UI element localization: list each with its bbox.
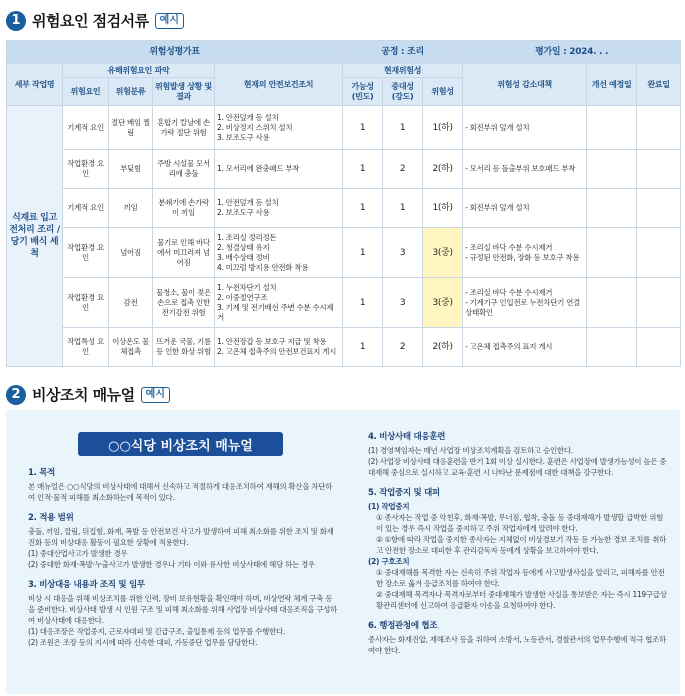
table-row — [7, 228, 681, 278]
manual-section-scope — [28, 513, 338, 570]
header-result: 위험발생 상황 및 결과 — [153, 78, 215, 106]
evacuation-heading: 5. 작업중지 및 대피 — [368, 488, 440, 498]
cell-measure: - 회전부위 덮개 설치 — [463, 106, 587, 150]
section2-number: 2 — [6, 385, 26, 405]
cell-current: 1. 안전덮개 등 설치 2. 보조도구 사용 — [215, 189, 343, 228]
cell-freq: 1 — [343, 228, 383, 278]
cell-risk: 1(하) — [423, 189, 463, 228]
cell-result: 분쇄기에 손가락이 끼임 — [153, 189, 215, 228]
cell-plan — [587, 228, 637, 278]
cell-done — [637, 328, 681, 367]
cell-risk: 3(중) — [423, 228, 463, 278]
cell-done — [637, 150, 681, 189]
cell-current: 1. 안전덮개 등 설치 2. 비상정지 스위치 설치 3. 보조도구 사용 — [215, 106, 343, 150]
header-risk-group: 현재위험성 — [343, 64, 463, 78]
section1-number: 1 — [6, 11, 26, 31]
work-stop-item: ① 종사자는 작업 중 악천후, 화재·폭발, 무너짐, 협착, 충돌 등 중대재해가 발생할 급박한 위험이 있는 경우 즉시 작업을 중지하고 주위 작업자에게 알려야 한다. — [376, 513, 664, 533]
cell-freq: 1 — [343, 189, 383, 228]
manual-section-purpose — [28, 468, 338, 503]
training-item: (1) 경영책임자는 매년 사업장 비상조치계획을 검토하고 승인한다. — [368, 446, 573, 455]
rescue-item: ② 중대재해 목격자나 목격자로부터 중대재해가 발생한 사실을 통보받은 자는 즉시 119구급상황관리센터에 신고하여 응급환자 이송을 요청하여야 한다. — [376, 590, 667, 610]
cell-freq: 1 — [343, 106, 383, 150]
purpose-text: 본 매뉴얼은 ○○식당의 비상사태에 대해서 신속하고 적절하게 대응조치하여 재해의 확산을 차단하여 인적·물적 피해를 최소화하는데 목적이 있다. — [28, 482, 333, 502]
manual-section-cooperation — [368, 621, 668, 656]
organization-item: (2) 조원은 조장 등의 지시에 따라 신속한 대피, 가동중단 업무를 담당한다. — [28, 638, 258, 647]
cell-class: 끼임 — [109, 189, 153, 228]
cell-plan — [587, 328, 637, 367]
scope-heading: 2. 적용 범위 — [28, 513, 74, 523]
cell-current: 1. 안전장갑 등 보호구 지급 및 착용 2. 고온체 접촉주의 안전보건표지 게시 — [215, 328, 343, 367]
section1-example-badge: 예시 — [155, 13, 184, 29]
cell-sev: 1 — [383, 189, 423, 228]
cell-risk: 1(하) — [423, 106, 463, 150]
table-process: 공정 : 조리 — [343, 41, 463, 64]
header-done: 완료일 — [637, 64, 681, 106]
cooperation-text: 종사자는 화재진압, 재해조사 등을 위하여 소방서, 노동관서, 경찰관서의 업무수행에 적극 협조하여야 한다. — [368, 635, 666, 655]
cell-sev: 2 — [383, 328, 423, 367]
cell-class: 감전 — [109, 278, 153, 328]
cell-class: 절단 베임 찔림 — [109, 106, 153, 150]
cell-result: 주방 시설물 모서리에 충돌 — [153, 150, 215, 189]
cell-plan — [587, 189, 637, 228]
cell-freq: 1 — [343, 150, 383, 189]
manual-section-evacuation — [368, 488, 668, 611]
manual-right-column — [368, 432, 668, 666]
scope-item: (1) 중대산업사고가 발생한 경우 — [28, 549, 128, 558]
cell-risk: 3(중) — [423, 278, 463, 328]
cell-class: 부딪힘 — [109, 150, 153, 189]
header-risk: 위험성 — [423, 78, 463, 106]
cell-freq: 1 — [343, 328, 383, 367]
table-date: 평가일 : 2024. . . — [463, 41, 681, 64]
header-current: 현재의 안전보건조치 — [215, 64, 343, 106]
cell-plan — [587, 278, 637, 328]
cell-sev: 3 — [383, 228, 423, 278]
rescue-item: ① 중대재해를 목격한 자는 신속히 주위 작업자 등에게 사고발생사실을 알리고, 피해자를 안전한 장소로 옮겨 응급조치를 하여야 한다. — [376, 568, 665, 588]
section2-example-badge: 예시 — [141, 387, 170, 403]
cell-measure: - 회전부위 덮개 설치 — [463, 189, 587, 228]
organization-item: (1) 대응조장은 작업중지, 근로자대피 및 긴급구조, 출입통제 등의 업무를 수행한다. — [28, 627, 285, 636]
cell-result: 뜨거운 국물, 기름 등 인한 화상 위험 — [153, 328, 215, 367]
cell-factor: 작업환경 요인 — [63, 150, 109, 189]
cell-done — [637, 278, 681, 328]
manual-section-organization — [28, 580, 338, 648]
cell-done — [637, 189, 681, 228]
cell-sev: 2 — [383, 150, 423, 189]
work-stop-item: ② ①항에 따라 작업을 중지한 종사자는 지체없이 비상경보기 작동 등 가능한 경보 조치를 취하고 안전한 장소로 대피한 후 관리감독자 등에게 상황을 보고하여야 한다. — [376, 535, 666, 555]
header-freq: 가능성 (빈도) — [343, 78, 383, 106]
section1-title: 위험요인 점검서류 — [32, 12, 149, 30]
manual-left-column — [28, 468, 338, 658]
table-row — [7, 328, 681, 367]
manual-title: ○○식당 비상조치 매뉴얼 — [78, 432, 283, 456]
cell-factor: 작업환경 요인 — [63, 278, 109, 328]
table-row — [7, 106, 681, 150]
cell-sev: 1 — [383, 106, 423, 150]
cell-factor: 작업환경 요인 — [63, 228, 109, 278]
cell-done — [637, 228, 681, 278]
cell-class: 넘어짐 — [109, 228, 153, 278]
cell-measure: - 고온체 접촉주의 표지 게시 — [463, 328, 587, 367]
section1-header — [6, 10, 184, 31]
table-row — [7, 189, 681, 228]
cell-plan — [587, 150, 637, 189]
header-plan: 개선 예정일 — [587, 64, 637, 106]
header-hazard-group: 유해위험요인 파악 — [63, 64, 215, 78]
cell-class: 이상온도 물체접촉 — [109, 328, 153, 367]
rescue-subheading: (2) 구호조치 — [368, 557, 410, 566]
work-stop-subheading: (1) 작업중지 — [368, 502, 410, 511]
cell-factor: 기계적 요인 — [63, 106, 109, 150]
scope-text: 충돌, 끼임, 깔림, 뒤집힘, 화재, 폭발 등 안전보건 사고가 발생하여 피해 최소화를 위한 조치 및 화재진화 등의 비상대응 활동이 필요한 상황에 적용한다. — [28, 527, 334, 547]
header-task: 세부 작업명 — [7, 64, 63, 106]
cell-factor: 기계적 요인 — [63, 189, 109, 228]
scope-item: (2) 중대한 화재·폭발·누출사고가 발생한 경우나 기타 이와 유사한 비상사태에 해당 하는 경우 — [28, 560, 315, 569]
task-name-cell: 식재료 입고 전처리 조리 / 당기 배식 세척 — [7, 106, 63, 367]
cell-measure: - 조리실 바닥 수분 수시제거 - 기계기구 인입전로 누전차단기 연결 상태확인 — [463, 278, 587, 328]
cell-risk: 2(하) — [423, 150, 463, 189]
manual-section-training — [368, 432, 668, 478]
cell-plan — [587, 106, 637, 150]
cell-freq: 1 — [343, 278, 383, 328]
cell-result: 물기로 인해 바닥에서 미끄러져 넘어짐 — [153, 228, 215, 278]
purpose-heading: 1. 목적 — [28, 468, 56, 478]
table-row — [7, 150, 681, 189]
cell-current: 1. 누전차단기 설치 2. 이중절연구조 3. 기계 및 전기배선 주변 수분 수시제거 — [215, 278, 343, 328]
organization-heading: 3. 비상대응 내용과 조직 및 임무 — [28, 580, 145, 590]
table-row — [7, 278, 681, 328]
header-class: 위험분류 — [109, 78, 153, 106]
cell-result: 흔합기 칼날에 손가락 절단 위험 — [153, 106, 215, 150]
cell-current: 1. 모서리에 완충패드 부착 — [215, 150, 343, 189]
cell-risk: 2(하) — [423, 328, 463, 367]
training-heading: 4. 비상사태 대응훈련 — [368, 432, 446, 442]
header-factor: 위험요인 — [63, 78, 109, 106]
header-measure: 위험성 감소대책 — [463, 64, 587, 106]
cell-current: 1. 조리실 정리정돈 2. 청결상태 유지 3. 배수상태 정비 4. 미끄럼 방지용 안전화 착용 — [215, 228, 343, 278]
cooperation-heading: 6. 행정관청에 협조 — [368, 621, 438, 631]
cell-result: 물청소, 물이 젖은 손으로 접촉 인한 전기감전 위험 — [153, 278, 215, 328]
training-item: (2) 사업장 비상사태 대응훈련을 반기 1회 이상 실시한다. 훈련은 사업장에 발생가능성이 높은 중대재해 중심으로 실시하고 교육·훈련 시 나타난 문제점에 대한 대책을 강구한다. — [368, 457, 667, 477]
risk-assessment-table — [6, 40, 681, 367]
table-main-title: 위험성평가표 — [7, 41, 343, 64]
section2-header — [6, 384, 170, 405]
cell-factor: 작업특성 요인 — [63, 328, 109, 367]
cell-done — [637, 106, 681, 150]
section2-title: 비상조치 매뉴얼 — [32, 386, 135, 404]
cell-sev: 3 — [383, 278, 423, 328]
cell-measure: - 조리실 바닥 수분 수시제거 - 규정된 안전화, 장화 등 보호구 착용 — [463, 228, 587, 278]
organization-text: 비상 시 대응을 위해 비상조치를 위한 인력, 장비 보유현황을 확인해야 하며, 비상연락 체계 구축 등을 준비한다. 비상사태 발생 시 인원 구조 및 피해 최소화를 위해 사업장 비상사태 대응조직을 구성하여 비상사태에 대응한다. — [28, 594, 338, 625]
cell-measure: - 모서리 등 돌출부위 보호패드 부착 — [463, 150, 587, 189]
header-sev: 중대성 (강도) — [383, 78, 423, 106]
emergency-manual-panel — [6, 410, 680, 694]
